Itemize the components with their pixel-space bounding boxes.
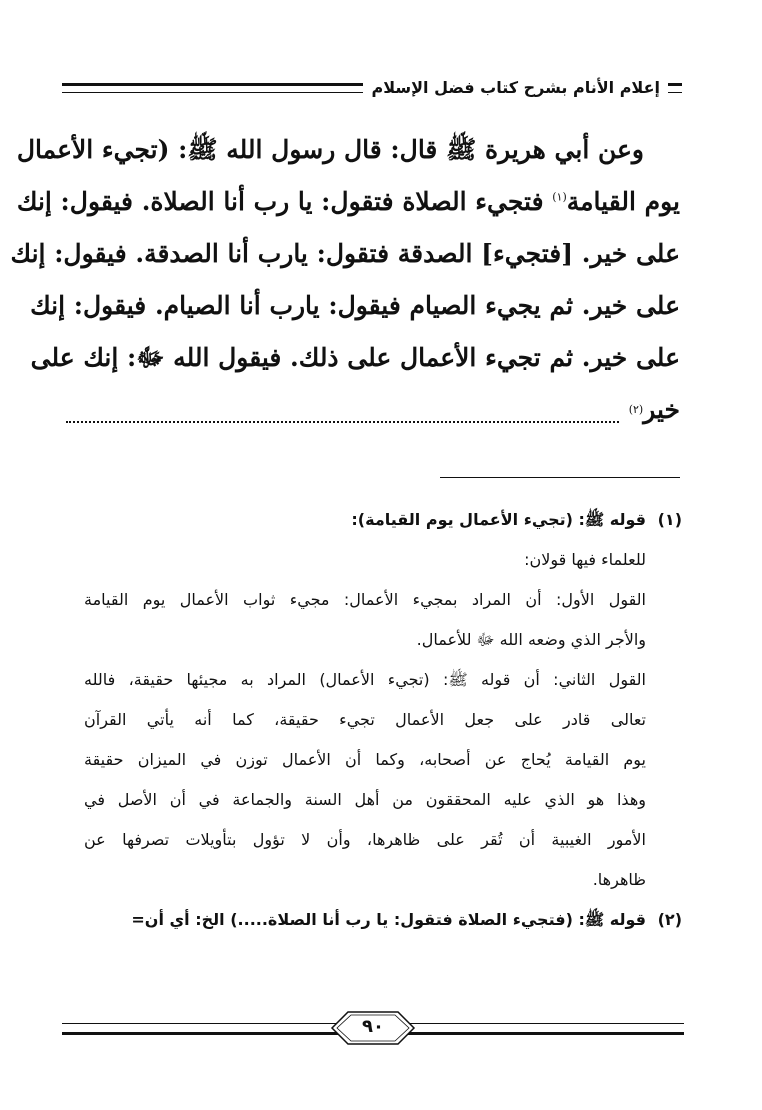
header-rule-left (62, 83, 363, 93)
book-title: إعلام الأنام بشرح كتاب فضل الإسلام (371, 78, 660, 97)
footnote-separator (440, 477, 680, 478)
main-line-3: على خير. [فتجيء] الصدقة فتقول: يارب أنا الصدقة. فيقول: إنك (10, 239, 680, 268)
footnote-line: للعلماء فيها قولان: (524, 550, 646, 569)
header-rule-right (668, 83, 682, 93)
running-header (62, 76, 682, 100)
footnotes (84, 500, 682, 940)
footnote-ref-1: (١) (552, 190, 567, 204)
footnote-line: يوم القيامة يُحاج عن أصحابه، وكما أن الأعمال توزن في الميزان حقيقة (84, 750, 646, 769)
footnote-2 (84, 900, 682, 940)
footnote-body (84, 900, 646, 940)
main-line-5: على خير. ثم تجيء الأعمال على ذلك. فيقول الله ﷻ: إنك على (30, 343, 680, 372)
footnote-body (84, 500, 646, 900)
main-line-2-start: يوم القيامة (566, 187, 680, 216)
main-line-6: خير (٢) (66, 384, 680, 436)
footnote-line: قوله ﷺ: (فتجيء الصلاة فتقول: يا رب أنا الصلاة.....) الخ: أي أن= (131, 910, 646, 929)
footnote-line: القول الأول: أن المراد بمجيء الأعمال: مجيء ثواب الأعمال يوم القيامة (84, 590, 646, 609)
footnote-line: تعالى قادر على جعل الأعمال تجيء حقيقة، كما أنه يأتي القرآن (84, 710, 646, 729)
footnote-line: القول الثاني: أن قوله ﷺ: (تجيء الأعمال) المراد به مجيئها حقيقة، فالله (84, 670, 646, 689)
page-number-holder (330, 1010, 416, 1046)
footnote-line: وهذا هو الذي عليه المحققون من أهل السنة والجماعة في أن الأصل في (84, 790, 646, 809)
main-line-4: على خير. ثم يجيء الصيام فيقول: يارب أنا الصيام. فيقول: إنك (30, 291, 680, 320)
footnote-number: (٢) (657, 910, 682, 929)
footnote-number: (١) (657, 510, 682, 529)
main-text (10, 124, 680, 436)
page-footer (62, 1010, 684, 1058)
footnote-line: والأجر الذي وضعه الله ﷻ للأعمال. (416, 630, 646, 649)
main-line-2 (16, 176, 680, 228)
dotted-leader (66, 403, 619, 423)
footnote-line: قوله ﷺ: (تجيء الأعمال يوم القيامة): (351, 510, 646, 529)
footnote-line: ظاهرها. (592, 870, 646, 889)
page-number: ٩٠ (362, 1016, 384, 1037)
main-line-6-text: خير (643, 395, 680, 424)
main-line-2-rest: فتجيء الصلاة فتقول: يا رب أنا الصلاة. فيقول: إنك (16, 187, 544, 216)
main-line-1: وعن أبي هريرة ﷺ قال: قال رسول الله ﷺ: (تجيء الأعمال (16, 135, 644, 164)
footnote-1 (84, 500, 682, 900)
footnote-line: الأمور الغيبية أن تُقر على ظاهرها، وأن لا تؤول بتأويلات تصرفها عن (84, 830, 646, 849)
